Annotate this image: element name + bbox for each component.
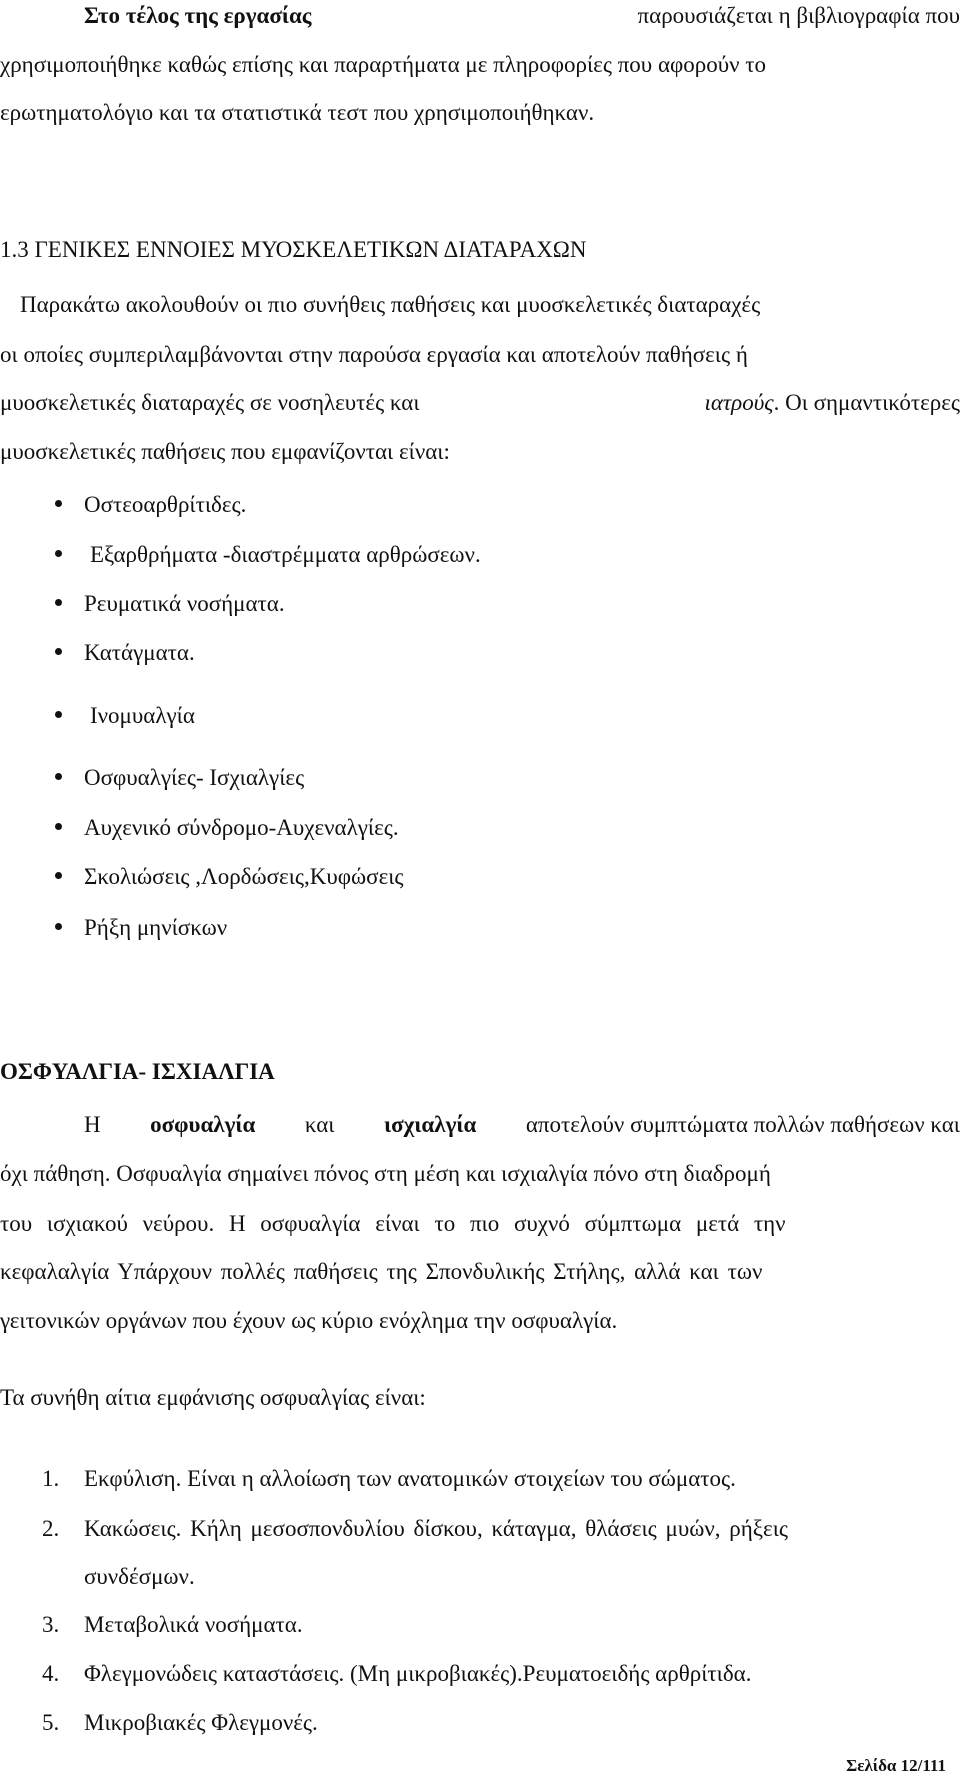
bullet-icon	[55, 823, 62, 830]
intro-line-3: ερωτηματολόγιο και τα στατιστικά τεστ που χρησιμοποιήθηκαν.	[0, 100, 595, 125]
italic-word-doctors: ιατρούς	[704, 390, 774, 415]
intro-line-2: χρησιμοποιήθηκε καθώς επίσης και παραρτήματα με πληροφορίες που αφορούν το	[0, 52, 767, 77]
bullet-icon	[55, 599, 62, 606]
lumbago-para-line-1: Η οσφυαλγία και ισχιαλγία αποτελούν συμπτώματα πολλών παθήσεων και	[84, 1112, 960, 1137]
section-para-line-2: οι οποίες συμπεριλαμβάνονται στην παρούσα εργασία και αποτελούν παθήσεις ή	[0, 342, 748, 367]
intro-line-1	[0, 4, 960, 27]
lumbago-heading: ΟΣΦΥΑΛΓΙΑ- ΙΣΧΙΑΛΓΙΑ	[0, 1059, 275, 1084]
lumbago-para-line-4: κεφαλαλγία Υπάρχουν πολλές παθήσεις της Σπονδυλικής Στήλης, αλλά και των	[0, 1259, 763, 1284]
lumbago-para-line-5: γειτονικών οργάνων που έχουν ως κύριο ενόχλημα την οσφυαλγία.	[0, 1308, 618, 1333]
bullet-icon	[55, 923, 62, 930]
bold-term-sciatica: ισχιαλγία	[384, 1112, 477, 1137]
bullet-icon	[55, 872, 62, 879]
lumbago-para-line-3: του ισχιακού νεύρου. Η οσφυαλγία είναι το πιο συχνό σύμπτωμα μετά την	[0, 1211, 786, 1236]
bullet-icon	[55, 773, 62, 780]
bullet-icon	[55, 500, 62, 507]
section-para-line-1: Παρακάτω ακολουθούν οι πιο συνήθεις παθήσεις και μυοσκελετικές διαταραχές	[20, 292, 761, 317]
bullet-icon	[55, 550, 62, 557]
section-para-line-3	[0, 391, 960, 414]
intro-bold-phrase: Στο τέλος της εργασίας	[84, 3, 312, 28]
causes-intro: Τα συνήθη αίτια εμφάνισης οσφυαλγίας είναι:	[0, 1385, 426, 1410]
page-number: Σελίδα 12/111	[846, 1756, 946, 1775]
section-heading-1-3: 1.3 ΓΕΝΙΚΕΣ ΕΝΝΟΙΕΣ ΜΥΟΣΚΕΛΕΤΙΚΩΝ ΔΙΑΤΑΡΑΧΩΝ	[0, 237, 587, 262]
intro-line-1-rest: παρουσιάζεται η βιβλιογραφία που	[637, 3, 960, 28]
para-line-3-a: μυοσκελετικές διαταραχές σε νοσηλευτές και	[0, 390, 420, 415]
section-para-line-4: μυοσκελετικές παθήσεις που εμφανίζονται είναι:	[0, 439, 450, 464]
lumbago-para-line-2: όχι πάθηση. Οσφυαλγία σημαίνει πόνος στη μέση και ισχιαλγία πόνο στη διαδρομή	[0, 1161, 771, 1186]
document-page: Στο τέλος της εργασίας παρουσιάζεται η βιβλιογραφία που χρησιμοποιήθηκε καθώς επίσης και παραρτήματα με πληροφορίες που αφορούν το ερωτηματολόγιο και τα στατιστικά τεστ που χρησιμοποιήθηκαν. 1.3 ΓΕΝΙΚΕΣ ΕΝΝΟΙΕΣ ΜΥΟΣΚΕΛΕΤΙΚΩΝ ΔΙΑΤΑΡΑΧΩΝ Παρακάτω ακολουθούν οι πιο συνήθεις παθήσεις και μυοσκελετικές διαταραχές οι οποίες συμπεριλαμβάνονται στην παρούσα εργασία και αποτελούν παθήσεις ή μυοσκελετικές διαταραχές σε νοσηλευτές και ιατρούς. Οι σημαντικότερες μυοσκελετικές παθήσεις που εμφανίζονται είναι: Οστεοαρθρίτιδες. Εξαρθρήματα -διαστρέμματα αρθρώσεων. Ρευματικά νοσήματα. Κατάγματα. Ινομυαλγία Οσφυαλγίες- Ισχιαλγίες Αυχενικό σύνδρομο-Αυχεναλγίες. Σκολιώσεις ,Λορδώσεις,Κυφώσεις Ρήξη μηνίσκων ΟΣΦΥΑΛΓΙΑ- ΙΣΧΙΑΛΓΙΑ Η οσφυαλγία και ισχιαλγία αποτελούν συμπτώματα πολλών παθήσεων και όχι πάθηση. Οσφυαλγία σημαίνει πόνος στη μέση και ισχιαλγία πόνο στη διαδρομή του ισχιακού νεύρου. Η οσφυαλγία είναι το πιο συχνό σύμπτωμα μετά την κεφαλαλγία Υπάρχουν πολλές παθήσεις της Σπονδυλικής Στήλης, αλλά και των γειτονικών οργάνων που έχουν ως κύριο ενόχλημα την οσφυαλγία. Τα συνήθη αίτια εμφάνισης οσφυαλγίας είναι: 1. Εκφύλιση. Είναι η αλλοίωση των ανατομικών στοιχείων του σώματος. 2. Κακώσεις. Κήλη μεσοσπονδυλίου δίσκου, κάταγμα, θλάσεις μυών, ρήξεις συνδέσμων. 3. Μεταβολικά νοσήματα. 4. Φλεγμονώδεις καταστάσεις. (Μη μικροβιακές).Ρευματοειδής αρθρίτιδα. 5. Μικροβιακές Φλεγμονές. Σελίδα 12/111	[0, 3, 960, 1775]
bullet-icon	[55, 648, 62, 655]
para-line-3-b: . Οι σημαντικότερες	[773, 390, 960, 415]
bold-term-lumbago: οσφυαλγία	[150, 1112, 256, 1137]
bullet-icon	[55, 711, 62, 718]
